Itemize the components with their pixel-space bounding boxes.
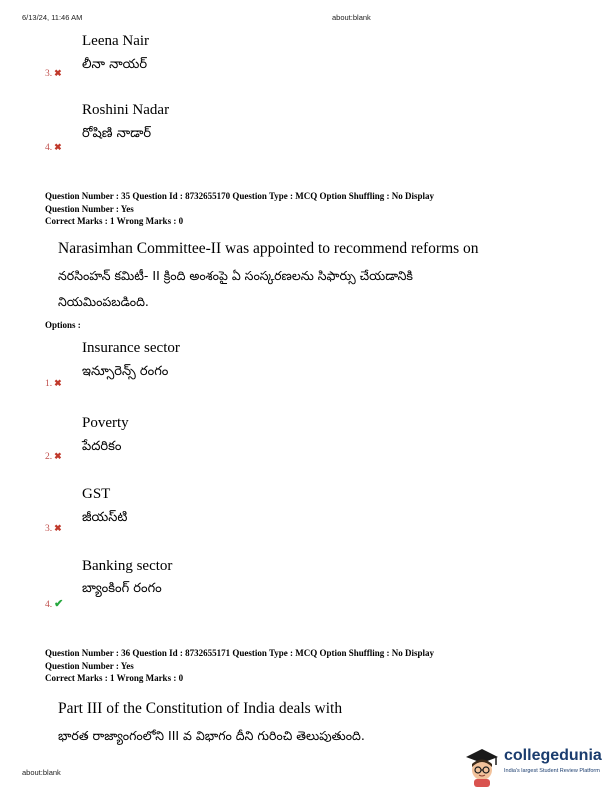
question-36-english: Part III of the Constitution of India deals with <box>58 700 343 717</box>
options-label: Options : <box>45 320 81 330</box>
wrong-mark-icon: ✖ <box>54 523 62 533</box>
question-36-meta <box>45 647 434 685</box>
option-4-english: Roshini Nadar <box>82 102 170 118</box>
question-meta-line: Question Number : 35 Question Id : 8732655170 Question Type : MCQ Option Shuffling : No Display <box>45 191 435 201</box>
print-datetime: 6/13/24, 11:46 AM <box>22 13 83 22</box>
q35-option-1-telugu: ఇన్సూరెన్స్ రంగం <box>82 364 169 379</box>
logo-name: collegedunia <box>504 747 602 764</box>
print-page-url: about:blank <box>332 13 371 22</box>
correct-check-icon: ✔ <box>54 598 64 610</box>
q35-option-4-english: Banking sector <box>82 558 173 574</box>
question-meta-line: Question Number : 36 Question Id : 8732655171 Question Type : MCQ Option Shuffling : No Display <box>45 648 435 658</box>
wrong-mark-icon: ✖ <box>54 378 62 388</box>
q35-option-4-telugu: బ్యాంకింగ్ రంగం <box>82 581 162 596</box>
option-3-telugu: లీనా నాయర్ <box>82 57 148 72</box>
wrong-mark-icon: ✖ <box>54 451 62 461</box>
q35-option-2-english: Poverty <box>82 415 129 431</box>
q35-option-4-number: 4. ✔ <box>45 598 64 610</box>
wrong-mark-icon: ✖ <box>54 142 62 152</box>
q35-option-1-number: 1. ✖ <box>45 378 62 389</box>
question-35-english: Narasimhan Committee-II was appointed to recommend reforms on <box>58 240 479 257</box>
q35-option-3-number: 3. ✖ <box>45 523 62 534</box>
mascot-icon <box>462 743 502 787</box>
question-meta-line: Correct Marks : 1 Wrong Marks : 0 <box>45 673 184 683</box>
q35-option-3-english: GST <box>82 486 111 502</box>
q35-option-3-telugu: జీయస్‌టి <box>82 510 128 525</box>
q35-option-2-number: 2. ✖ <box>45 451 62 462</box>
option-3-number: 3. ✖ <box>45 68 62 79</box>
question-35-meta <box>45 190 434 228</box>
footer-page-url: about:blank <box>22 768 61 777</box>
question-meta-line: Question Number : Yes <box>45 203 134 214</box>
question-meta-line: Correct Marks : 1 Wrong Marks : 0 <box>45 216 184 226</box>
question-35-telugu-line1: నరసింహన్ కమిటీ- II క్రింది అంశంపై ఏ సంస్కరణలను సిఫార్సు చేయడానికి <box>58 268 413 283</box>
option-3-english: Leena Nair <box>82 33 150 49</box>
question-36-telugu: భారత రాజ్యాంగంలోని III వ విభాగం దీని గురించి తెలుపుతుంది. <box>58 728 365 743</box>
q35-option-1-english: Insurance sector <box>82 340 180 356</box>
logo-tagline: India's largest Student Review Platform <box>504 768 600 774</box>
collegedunia-logo <box>462 743 612 787</box>
option-4-number: 4. ✖ <box>45 142 62 153</box>
question-meta-line: Question Number : Yes <box>45 660 134 671</box>
question-35-telugu-line2: నియమింపబడింది. <box>58 294 149 309</box>
option-4-telugu: రోషిణి నాడార్ <box>82 126 152 141</box>
q35-option-2-telugu: పేదరికం <box>82 439 122 454</box>
wrong-mark-icon: ✖ <box>54 68 62 78</box>
